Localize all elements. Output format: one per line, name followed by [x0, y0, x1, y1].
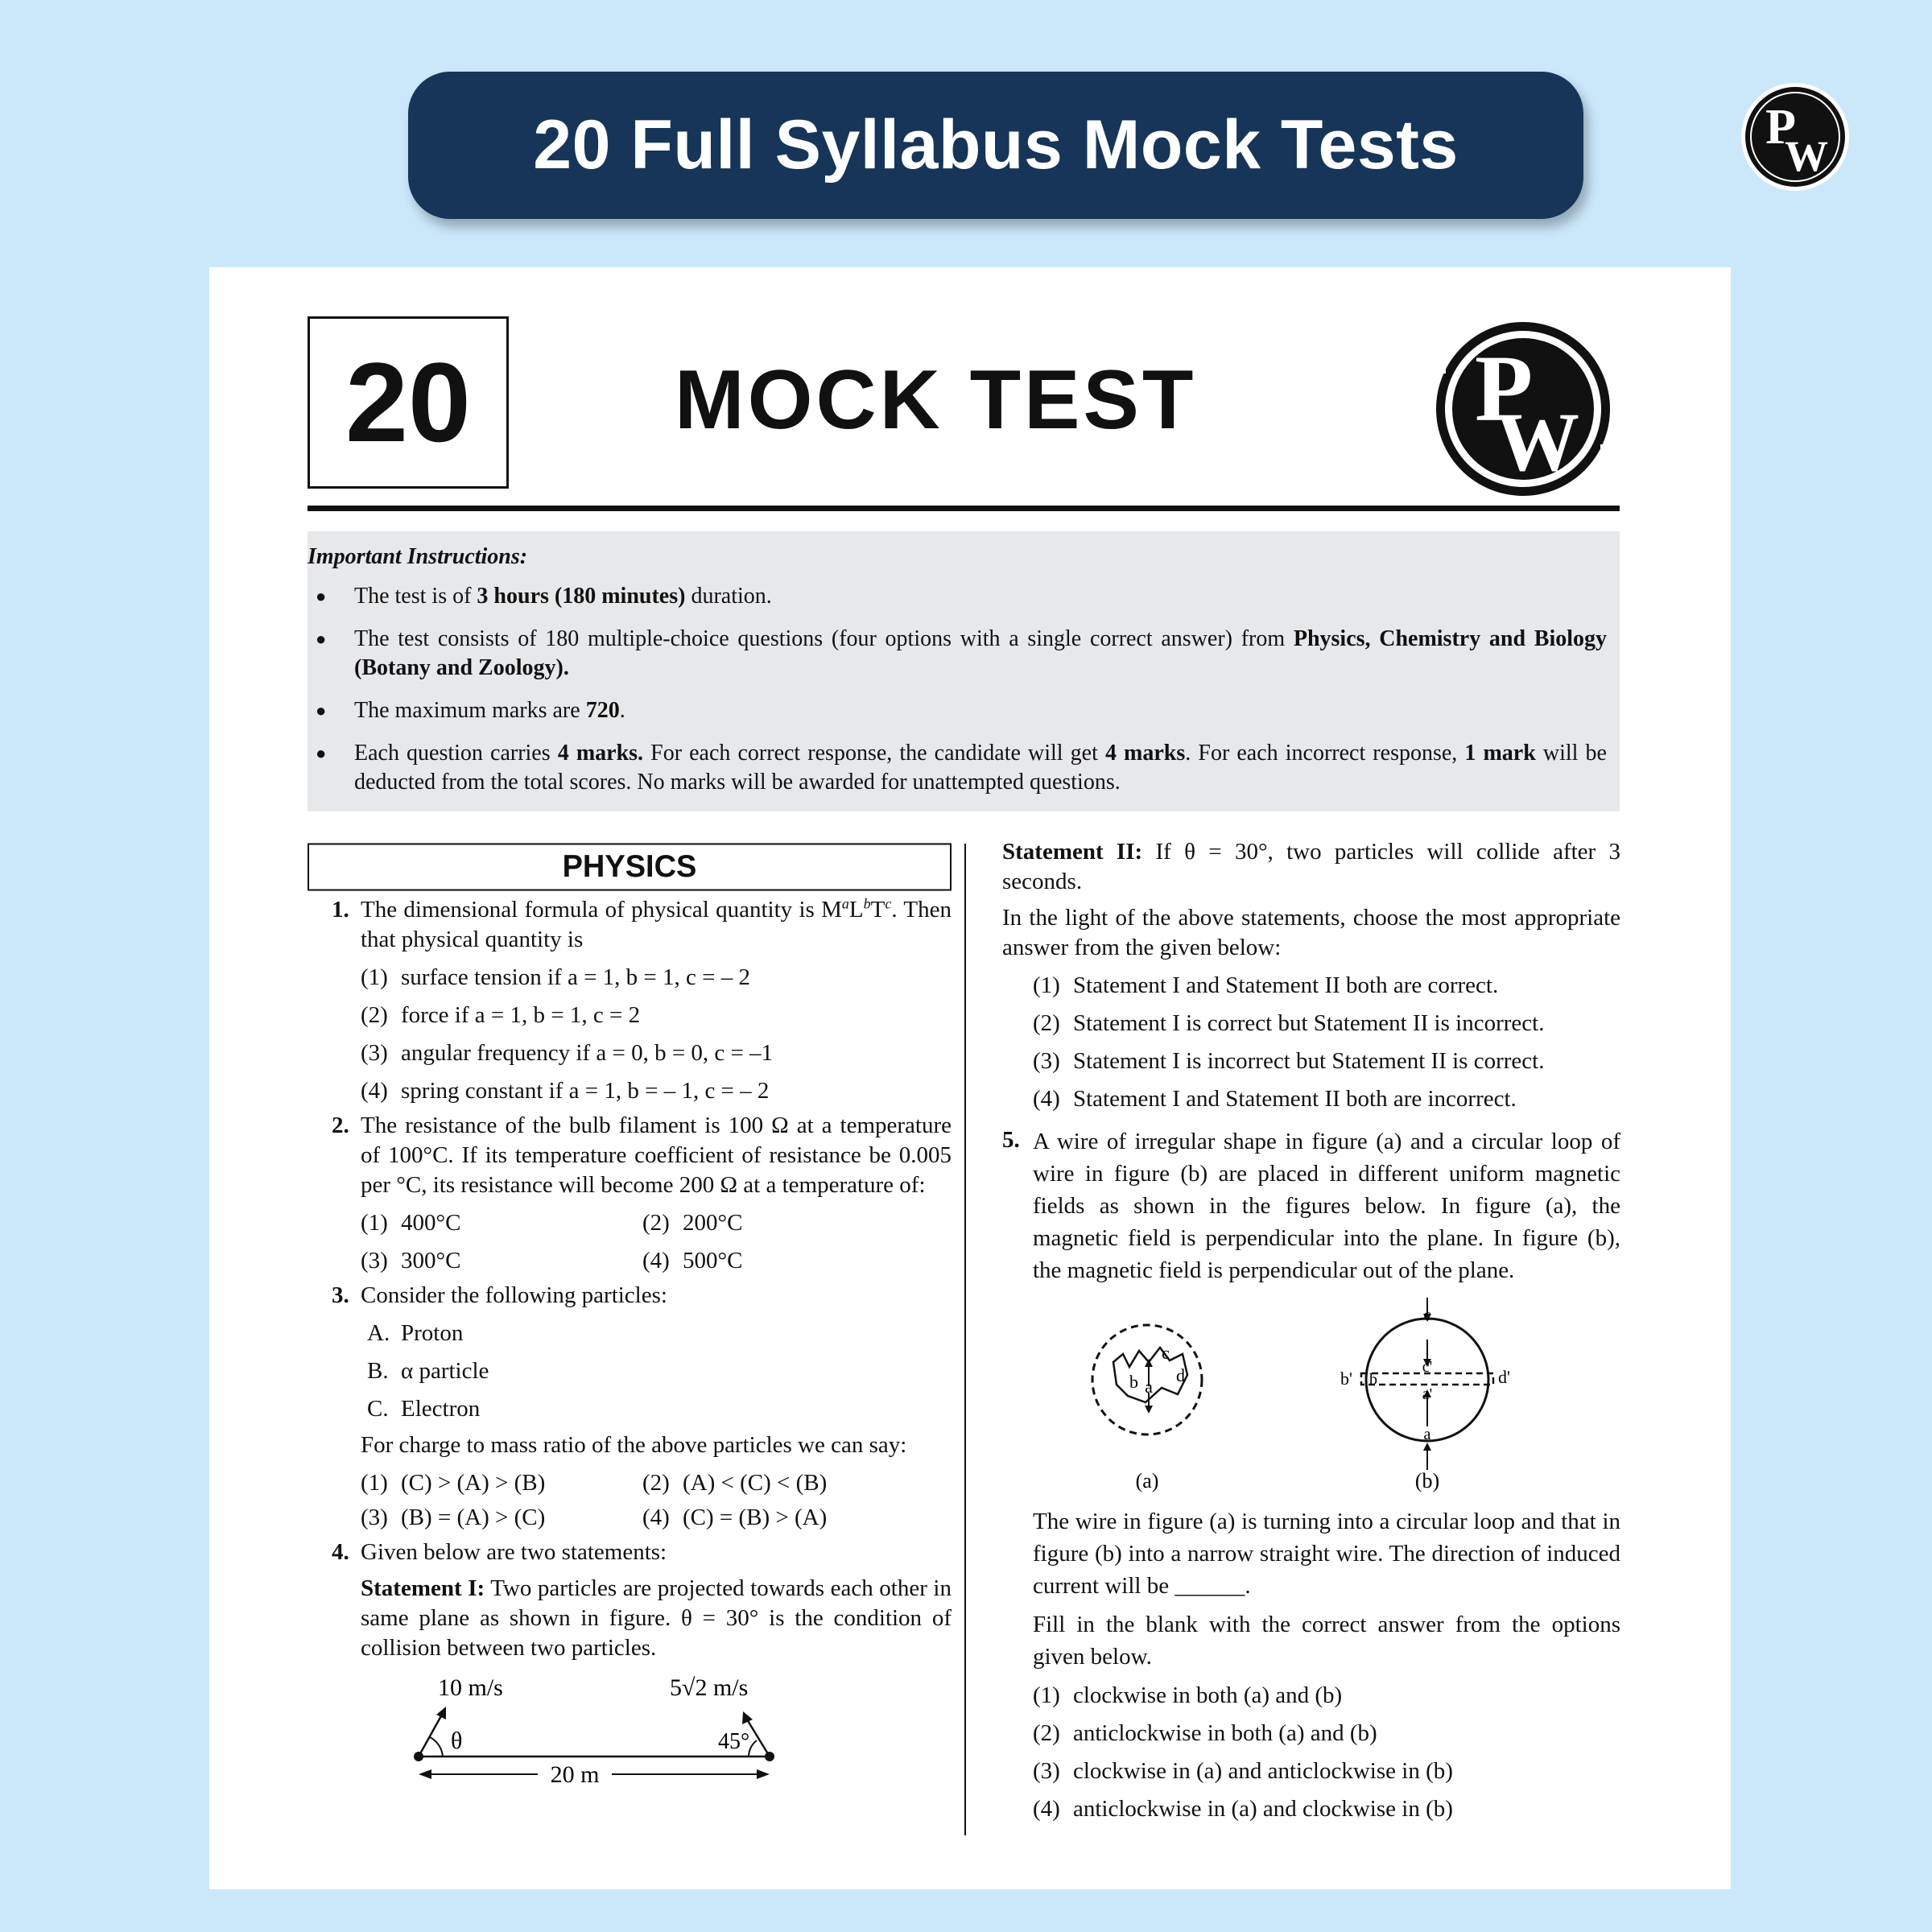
question-2: [308, 1111, 952, 1276]
svg-text:b': b': [1340, 1368, 1352, 1389]
test-number: 20: [308, 316, 509, 489]
question-1: [308, 895, 952, 1106]
question-stem: A wire of irregular shape in figure (a) and a circular loop of wire in figure (b) are placed in different uniform magnetic fields as shown in the figures below. In figure (a), the magnetic field is perpendicular into the plane. In figure (b), the magnetic field is perpendicular out of the plane.: [1033, 1129, 1620, 1283]
svg-text:P: P: [1765, 100, 1796, 155]
svg-text:d: d: [1176, 1365, 1185, 1385]
option: (2) Statement I is correct but Statement II is incorrect.: [1033, 1010, 1545, 1036]
instruction-item: ● The test is of 3 hours (180 minutes) duration.: [308, 582, 1607, 611]
option: (1) Statement I and Statement II both are correct.: [1033, 972, 1499, 998]
instruction-item: ● Each question carries 4 marks. For each correct response, the candidate will get 4 marks. For each incorrect response, 1 mark will be deducted from the total scores. No marks will be awarded for unattempted questions.: [308, 739, 1607, 797]
question-prompt: Fill in the blank with the correct answer from the options given below.: [1033, 1612, 1620, 1670]
banner-title: 20 Full Syllabus Mock Tests: [533, 106, 1459, 184]
statement-1: Statement I: Two particles are projected towards each other in same plane as shown in figure. θ = 30° is the condition of collision between two particles.: [361, 1575, 952, 1661]
option: (3) (B) = (A) > (C): [361, 1505, 546, 1530]
option: (1) (C) > (A) > (B): [361, 1470, 546, 1496]
question-number: 2.: [332, 1113, 349, 1138]
svg-text:20 m: 20 m: [550, 1761, 600, 1784]
svg-text:c': c': [1422, 1358, 1433, 1376]
svg-text:W: W: [1785, 132, 1828, 180]
question-stem: Consider the following particles:: [361, 1282, 667, 1308]
svg-text:θ: θ: [451, 1728, 463, 1754]
svg-text:(a): (a): [1135, 1469, 1159, 1492]
question-prompt: In the light of the above statements, choose the most appropriate answer from the given below:: [1002, 905, 1620, 960]
option: (4) (C) = (B) > (A): [642, 1505, 828, 1530]
question-number: 4.: [332, 1539, 349, 1565]
instruction-item: ● The maximum marks are 720.: [308, 696, 1607, 725]
svg-text:(b): (b): [1414, 1469, 1440, 1492]
option: (1) clockwise in both (a) and (b): [1033, 1682, 1343, 1708]
svg-text:10 m/s: 10 m/s: [438, 1674, 503, 1701]
question-5: [1002, 1125, 1620, 1824]
question-prompt: For charge to mass ratio of the above particles we can say:: [361, 1432, 907, 1458]
section-title: PHYSICS: [308, 843, 952, 890]
question-stem: The dimensional formula of physical quantity is $M^aL^bT^c$. Then that physical quantity is: [361, 895, 952, 952]
svg-text:a: a: [1145, 1377, 1153, 1397]
right-column: [1002, 837, 1620, 1824]
svg-text:b: b: [1369, 1371, 1377, 1389]
svg-text:c: c: [1162, 1343, 1170, 1363]
option: (4) anticlockwise in (a) and clockwise in (b): [1033, 1796, 1453, 1822]
option: (4) Statement I and Statement II both are incorrect.: [1033, 1086, 1517, 1112]
option: (4) 500°C: [642, 1248, 743, 1274]
left-column: [308, 844, 952, 1784]
pw-logo-small: [1739, 80, 1852, 193]
svg-text:W: W: [1496, 396, 1579, 489]
question-number: 1.: [332, 897, 349, 923]
svg-text:a': a': [1422, 1385, 1433, 1403]
option: (1) surface tension if a = 1, b = 1, c = – 2: [361, 964, 751, 990]
svg-text:a: a: [1423, 1426, 1431, 1443]
question-stem: Given below are two statements:: [361, 1539, 667, 1565]
question-3: [308, 1281, 952, 1533]
option: (3) clockwise in (a) and anticlockwise in (b): [1033, 1758, 1453, 1784]
option: (1) 400°C: [361, 1210, 461, 1236]
question-stem: The resistance of the bulb filament is 100 Ω at a temperature of 100°C. If its temperature coefficient of resistance be 0.005 per °C, its resistance will become 200 Ω at a temperature of:: [361, 1113, 952, 1198]
svg-text:45°: 45°: [718, 1729, 750, 1754]
header-rule: [308, 506, 1620, 511]
svg-text:b: b: [1129, 1372, 1138, 1392]
instructions-box: [308, 531, 1620, 811]
svg-text:d': d': [1498, 1367, 1510, 1387]
question-4: [308, 1538, 952, 1784]
instruction-item: ● The test consists of 180 multiple-choice questions (four options with a single correct answer) from Physics, Chemistry and Biology (Botany and Zoology).: [308, 625, 1607, 683]
column-divider: [964, 844, 966, 1835]
statement-2: Statement II: If θ = 30°, two particles will collide after 3 seconds.: [1002, 839, 1621, 894]
projectile-figure: [393, 1663, 844, 1784]
option: (3) Statement I is incorrect but Statement II is correct.: [1033, 1048, 1545, 1074]
option: (2) anticlockwise in both (a) and (b): [1033, 1720, 1377, 1746]
list-item: C. Electron: [367, 1396, 481, 1422]
list-item: B. α particle: [367, 1358, 489, 1384]
page-title: MOCK TEST: [675, 353, 1197, 447]
option: (3) 300°C: [361, 1248, 461, 1274]
option: (2) (A) < (C) < (B): [642, 1470, 828, 1496]
question-number: 5.: [1002, 1127, 1020, 1153]
option: (4) spring constant if a = 1, b = – 1, c = – 2: [361, 1078, 770, 1104]
magnetic-field-figure: [1033, 1298, 1612, 1499]
option: (2) 200°C: [642, 1210, 743, 1236]
list-item: A. Proton: [367, 1320, 464, 1346]
svg-text:P: P: [1474, 336, 1534, 441]
svg-text:5√2 m/s: 5√2 m/s: [670, 1674, 749, 1701]
option: (3) angular frequency if a = 0, b = 0, c = –1: [361, 1040, 774, 1066]
question-number: 3.: [332, 1282, 349, 1308]
question-text: The wire in figure (a) is turning into a circular loop and that in figure (b) into a narrow straight wire. The direction of induced current will be ______.: [1033, 1509, 1620, 1599]
option-list: [1002, 971, 1620, 1114]
pw-logo: [1435, 320, 1612, 497]
banner: [408, 72, 1583, 219]
option: (2) force if a = 1, b = 1, c = 2: [361, 1002, 641, 1028]
svg-text:c: c: [1423, 1307, 1431, 1324]
instructions-heading: Important Instructions:: [308, 544, 528, 569]
